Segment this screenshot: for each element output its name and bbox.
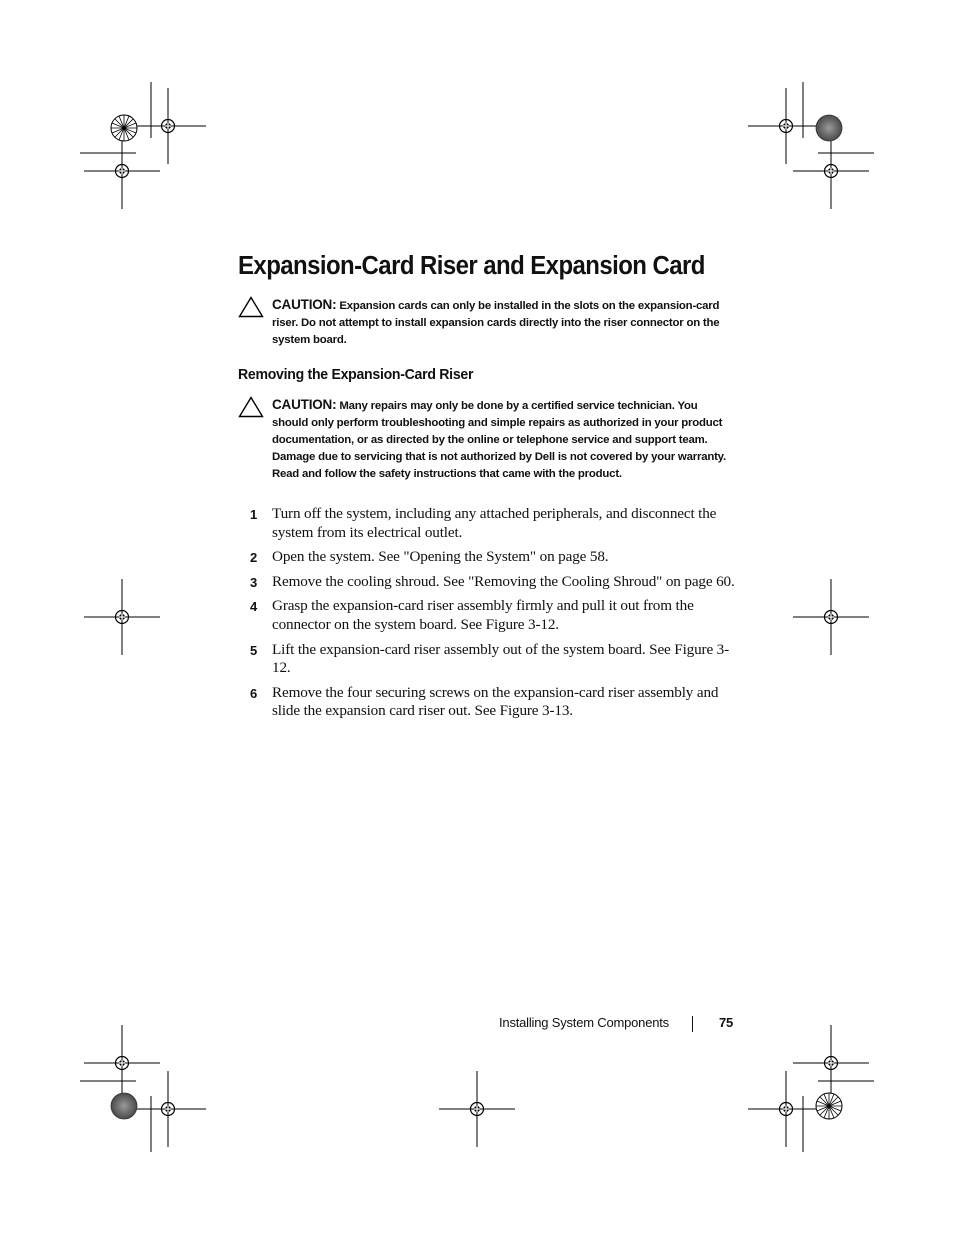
step-text: Remove the cooling shroud. See "Removing the Cooling Shroud" on page 60. xyxy=(272,572,735,590)
caution-label: CAUTION: xyxy=(272,397,337,412)
step-number: 5 xyxy=(250,642,258,658)
caution-text: Many repairs may only be done by a certified service technician. You should only perform troubleshooting and simple repairs as authorized in your product documentation, or as directed by the online or telephone service and support team. Damage due to servicing that is not authorized by Dell is not covered by your warranty. Read and follow the safety instructions that came with the product. xyxy=(272,400,726,481)
caution-text-block xyxy=(272,296,727,349)
step-text: Remove the four securing screws on the expansion-card riser assembly and slide the expansion card riser out. See Figure 3-13. xyxy=(272,683,719,720)
caution-triangle-icon xyxy=(238,396,264,418)
registration-mark-icon xyxy=(793,133,869,209)
footer-divider xyxy=(692,1016,693,1032)
registration-mark-icon xyxy=(130,88,206,164)
caution-triangle-icon xyxy=(238,296,264,318)
registration-mark-icon xyxy=(439,1071,515,1147)
registration-mark-icon xyxy=(748,88,824,164)
registration-mark-icon xyxy=(793,579,869,655)
procedure-steps xyxy=(238,505,738,727)
step-text: Lift the expansion-card riser assembly out of the system board. See Figure 3-12. xyxy=(272,640,730,677)
step-number: 1 xyxy=(250,507,258,522)
step-number: 3 xyxy=(250,574,258,590)
gray-target-icon xyxy=(816,115,842,141)
page-title: Expansion-Card Riser and Expansion Card xyxy=(238,252,705,280)
step-number: 2 xyxy=(250,550,258,566)
caution-label: CAUTION: xyxy=(272,297,337,312)
starburst-target-icon xyxy=(816,1093,842,1119)
step-text: Turn off the system, including any attached peripherals, and disconnect the system from its electrical outlet. xyxy=(272,505,717,541)
caution-text: Expansion cards can only be installed in the slots on the expansion-card riser. Do not attempt to install expansion cards directly into the riser connector on the system board. xyxy=(272,300,720,347)
registration-mark-icon xyxy=(130,1071,206,1147)
registration-mark-icon xyxy=(748,1071,824,1147)
registration-mark-icon xyxy=(84,579,160,655)
registration-mark-icon xyxy=(84,1025,160,1101)
step-number: 4 xyxy=(250,599,258,615)
step-item xyxy=(238,573,738,592)
step-text: Open the system. See "Opening the System" on page 58. xyxy=(272,548,609,566)
step-item xyxy=(238,597,738,634)
section-heading: Removing the Expansion-Card Riser xyxy=(238,366,474,383)
registration-mark-icon xyxy=(793,1025,869,1101)
step-item xyxy=(238,505,738,542)
page-number: 75 xyxy=(719,1015,734,1030)
step-item xyxy=(238,548,738,567)
registration-mark-icon xyxy=(84,133,160,209)
step-item xyxy=(238,641,738,678)
footer-section-title: Installing System Components xyxy=(499,1015,669,1030)
step-text: Grasp the expansion-card riser assembly firmly and pull it out from the connector on the system board. See Figure 3-12. xyxy=(272,597,694,633)
gray-target-icon xyxy=(111,1093,137,1119)
caution-text-block xyxy=(272,396,727,483)
starburst-target-icon xyxy=(111,115,137,141)
step-item xyxy=(238,684,738,721)
step-number: 6 xyxy=(250,685,258,701)
